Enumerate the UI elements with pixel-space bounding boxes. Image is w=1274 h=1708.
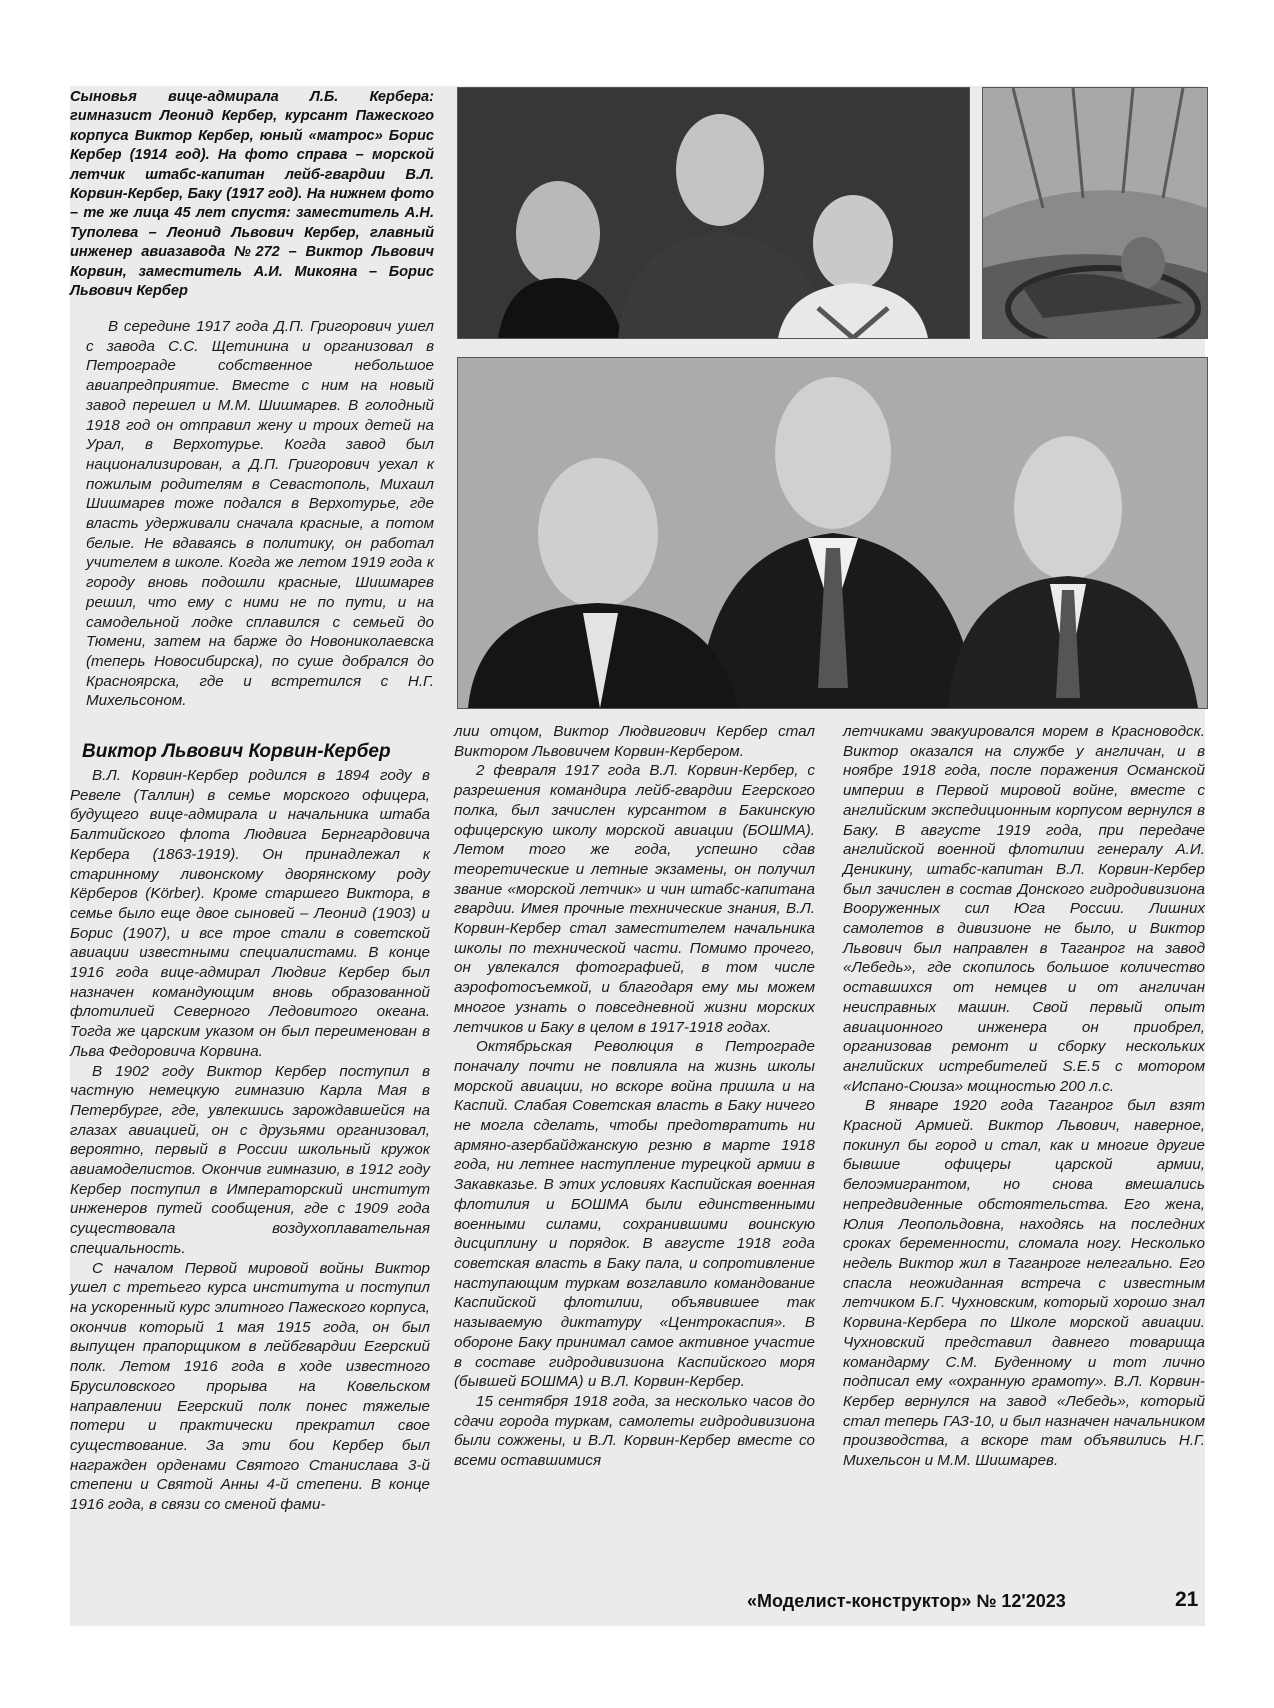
paragraph: В.Л. Корвин-Кербер родился в 1894 году в Ревеле (Таллин) в семье морского офицера, будущего вице-адмирала и начальника штаба Балтийского флота Людвига Бернгардовича Кербера (1863-1919). Он принадлежал к старинному ливонскому дворянскому роду Кёрберов (Körber). Кроме старшего Виктора, в семье было еще двое сыновей – Леонид (1903) и Борис (1907), и все трое стали в советской авиации известными специалистами. В конце 1916 года вице-адмирал Людвиг Кербер был назначен командующим вновь образованной флотилией Северного Ледовитого океана. Тогда же царским указом он был переименован в Льва Федоровича Корвина. bbox=[70, 767, 430, 1060]
article-column-3 bbox=[843, 722, 1205, 1471]
photo-caption: Сыновья вице-адмирала Л.Б. Кербера: гимназист Леонид Кербер, курсант Пажеского корпуса Виктор Кербер, юный «матрос» Борис Кербер (1914 год). На фото справа – морской летчик штабс-капитан лейб-гвардии В.Л. Корвин-Кербер, Баку (1917 год). На нижнем фото – те же лица 45 лет спустя: заместитель А.Н. Туполева – Леонид Львович Кербер, главный инженер авиазавода №272 – Виктор Львович Корвин, заместитель А.И. Микояна – Борис Львович Кербер bbox=[70, 89, 434, 300]
section-title: Виктор Львович Корвин-Кербер bbox=[82, 741, 391, 762]
paragraph: летчиками эвакуировался морем в Красноводск. Виктор оказался на службе у англичан, и в ноябре 1918 года, после поражения Османской империи в Первой мировой войне, вместе с английским экспедиционным корпусом вернулся в Баку. В августе 1919 года, при передаче английской военной флотилии генералу А.И. Деникину, штабс-капитан В.Л. Корвин-Кербер был зачислен в состав Донского гидродивизиона Вооруженных сил Юга России. Лишних самолетов в дивизионе не было, и Виктор Львович был направлен в Таганрог на завод «Лебедь», где скопилось большое количество оставшихся от немцев и от англичан неисправных машин. Свой первый опыт авиационного инженера он приобрел, организовав ремонт и сборку нескольких английских истребителей S.E.5 с мотором «Испано-Сюиза» мощностью 200 л.с. bbox=[843, 723, 1205, 1095]
paragraph: С началом Первой мировой войны Виктор ушел с третьего курса института и поступил на ускоренный курс элитного Пажеского корпуса, окончив который 1 мая 1915 года, он был выпущен прапорщиком в лейбгвардии Егерский полк. Летом 1916 года в ходе известного Брусиловского прорыва на Ковельском направлении Егерский полк понес тяжелые потери и практически прекратил свое существование. За эти бои Кербер был награжден орденами Святого Станислава 3-й степени и Святой Анны 4-й степени. В конце 1916 года, в связи со сменой фами- bbox=[70, 1259, 430, 1514]
paragraph: 15 сентября 1918 года, за несколько часов до сдачи города туркам, самолеты гидродивизиона были сожжены, и В.Л. Корвин-Кербер вместе со всеми оставшимися bbox=[454, 1392, 815, 1470]
paragraph: В январе 1920 года Таганрог был взят Красной Армией. Виктор Львович, наверное, покинул бы город и стал, как и многие другие бывшие офицеры царской армии, белоэмигрантом, но снова вмешались непредвиденные обстоятельства. Его жена, Юлия Леопольдовна, находясь на последних сроках беременности, сломала ногу. Несколько недель Виктор жил в Таганроге нелегально. Его спасла неожиданная встреча с известным летчиком Б.Г. Чухновским, который хорошо знал Корвина-Кербера по Школе морской авиации. Чухновский представил давнего товарища командарму С.М. Буденному и тот лично подписал ему «охранную грамоту». В.Л. Корвин-Кербер вернулся на завод «Лебедь», который стал теперь ГАЗ-10, и был назначен начальником производства, а вскоре там объявились Н.Г. Михельсон и М.М. Шишмарев. bbox=[843, 1097, 1205, 1470]
article-column-2 bbox=[454, 722, 815, 1471]
paragraph: лии отцом, Виктор Людвигович Кербер стал Виктором Львовичем Корвин-Кербером. bbox=[454, 723, 815, 760]
photo-pilot-aircraft bbox=[982, 87, 1208, 339]
intro-paragraph bbox=[86, 317, 434, 711]
article-column-1 bbox=[70, 740, 430, 1515]
paragraph: В 1902 году Виктор Кербер поступил в частную немецкую гимназию Карла Мая в Петербурге, где, увлекшись зарождавшейся на глазах авиацией, он с друзьями организовал, вероятно, первый в России школьный кружок авиамоделистов. Окончив гимназию, в 1912 году Кербер поступил в Императорский институт инженеров путей сообщения, где с 1909 года существовала воздухоплавательная специальность. bbox=[70, 1062, 430, 1257]
intro-text: В середине 1917 года Д.П. Григорович ушел с завода С.С. Щетинина и организовал в Петрограде собственное небольшое авиапредприятие. Вместе с ним на новый завод перешел и М.М. Шишмарев. В голодный 1918 год он отправил жену и троих детей на Урал, в Верхотурье. Когда завод был национализирован, а Д.П. Григорович уехал к пожилым родителям в Севастополь, Михаил Шишмарев тоже подался в Верхотурье, где власть удерживали сначала красные, а потом белые. Не вдаваясь в политику, он работал учителем в школе. Когда же летом 1919 года к городу вновь подошли красные, Шишмарев решил, что ему с ними не по пути, и на самодельной лодке сплавился с семьей до Тюмени, затем на барже до Новониколаевска (теперь Новосибирска), по суше добрался до Красноярска, где и встретился с Н.Г. Михельсоном. bbox=[86, 318, 434, 710]
paragraph: Октябрьская Революция в Петрограде поначалу почти не повлияла на жизнь школы морской авиации, но вскоре война пришла и на Каспий. Слабая Советская власть в Баку ничего не могла сделать, чтобы предотвратить ни армяно-азербайджанскую резню в марте 1918 года, ни летнее наступление турецкой армии в Закавказье. В этих условиях Каспийская военная флотилия и БОШМА были единственными военными силами, сохранившими воинскую дисциплину и порядок. В августе 1918 года советская власть в Баку пала, и сопротивление наступающим туркам возглавило командование Каспийской флотилии, объявившее так называемую диктатуру «Центрокаспия». В обороне Баку принимал самое активное участие в составе гидродивизиона Каспийского моря (бывшей БОШМА) и В.Л. Корвин-Кербер. bbox=[454, 1038, 815, 1391]
photo-three-boys bbox=[457, 87, 970, 339]
journal-title: «Моделист-конструктор» № 12'2023 bbox=[747, 1591, 1066, 1611]
page-number: 21 bbox=[1175, 1588, 1199, 1611]
paragraph: 2 февраля 1917 года В.Л. Корвин-Кербер, с разрешения командира лейб-гвардии Егерского полка, был зачислен курсантом в Бакинскую офицерскую школу морской авиации (БОШМА). Летом того же года, успешно сдав теоретические и летные экзамены, он получил звание «морской летчик» и чин штабс-капитана гвардии. Имея прочные технические знания, В.Л. Корвин-Кербер стал заместителем начальника школы по технической части. Помимо прочего, он увлекался фотографией, в том числе аэрофотосъемкой, и благодаря ему мы можем многое узнать о повседневной жизни морских летчиков и Баку в целом в 1917-1918 годах. bbox=[454, 762, 815, 1036]
photo-three-men bbox=[457, 357, 1208, 709]
